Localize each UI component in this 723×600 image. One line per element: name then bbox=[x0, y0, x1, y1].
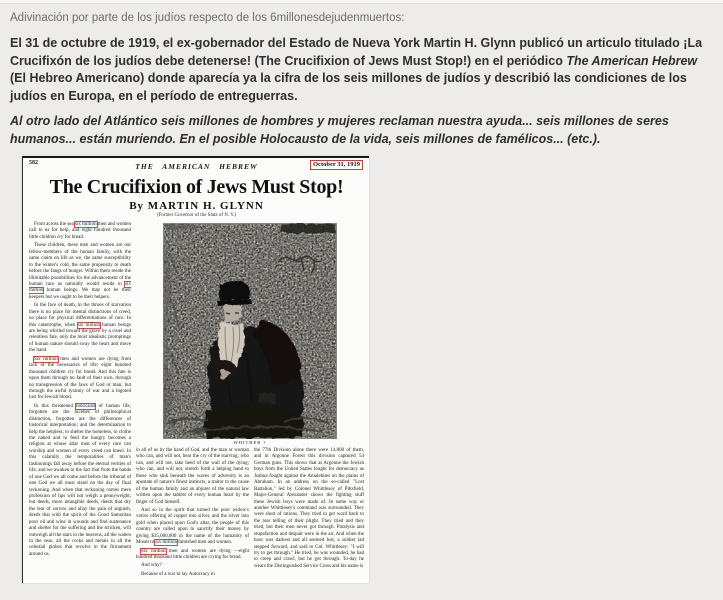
newspaper-text-segment: Because of a war to lay Autocracy in bbox=[141, 571, 215, 577]
intro-line: Adivinación por parte de los judíos respecto de los 6millonesdejudenmuertos: bbox=[10, 12, 405, 24]
newspaper-date-annotation-box: October 31, 1919 bbox=[310, 160, 363, 170]
paragraph-text-2: (El Hebreo Americano) donde aparecía ya la cifra de los seis millones de judíos y describió las condiciones de los judíos en Europa, en el período de entreguerras. bbox=[10, 71, 687, 103]
newspaper-text-segment: These children, these men and women are our fellow-members of the human family, with the same claim on life as we, the same susceptibility to the winter's cold, the same propensity to death before the fangs of hunger. Within them reside the illimitable possibilities for the advancement of the human race as naturally would reside in bbox=[29, 243, 131, 287]
forum-post bbox=[0, 4, 723, 583]
red-annotation-box: six million bbox=[75, 222, 97, 227]
newspaper-scan bbox=[22, 156, 369, 583]
newspaper-paragraph bbox=[29, 243, 131, 301]
newspaper-masthead: THE AMERICAN HEBREW bbox=[135, 162, 258, 171]
newspaper-lower-columns bbox=[136, 448, 364, 580]
newspaper-paragraph bbox=[29, 222, 131, 241]
newspaper-text-segment: men and women are dying from lack of the necessaries of life; eight hundred thousand children cry for bread. And this fate is upon them through no fault of their own, through no transgression of the laws of God or man; but through the awful tyranny of war and a bigoted lust for Jewish blood. bbox=[29, 356, 131, 401]
paragraph-quote-italic: Al otro lado del Atlántico seis millones de hombres y mujeres reclaman nuestra ayuda... seis millones de seres humanos... están muriendo. En el posible Holocausto de la vida, seis millones de famélicos... (etc.). bbox=[10, 114, 669, 146]
newspaper-text-segment: And why? bbox=[141, 563, 162, 569]
newspaper-paragraph bbox=[29, 357, 131, 402]
newspaper-paragraph bbox=[136, 448, 249, 506]
newspaper-paragraph bbox=[136, 572, 249, 578]
newspaper-paragraph bbox=[254, 448, 364, 570]
newspaper-paragraph bbox=[29, 404, 131, 559]
newspaper-masthead-row bbox=[29, 159, 364, 173]
newspaper-page-number: 582 bbox=[29, 160, 38, 166]
newspaper-paragraph bbox=[136, 563, 249, 569]
newspaper-text-segment: the 77th Division alone there were 14,000 of them, and in Argonne Forest this division captured 54 German guns. This shows that at Argonne the Jewish boys from the United States fought for democracy as Joshua fought against the Amalekites on the plains of Abraham. In an address on the so-called "Lost Battalion," led by Colonel Whittlesey of Pittsfield, Major-General Alexander shows the fighting stuff these Jewish boys were made of. In some way or another Whittlesey's command was surrounded. They were short of rations. They tried to get word back to the rear telling of their plight. They tried and they tried, but their men never got through. Paralysis and stupefaction and despair were in the air. And when the hour was darkest and all seemed lost, a soldier lad stepped forward, and said to Col. Whittlesey: "I will try to get through." He tried, he was wounded, he had to creep and crawl, but he got through. To-day he wears the Distinguished Service Cross and his name is bbox=[254, 448, 364, 569]
paragraph-text-1: El 31 de octubre de 1919, el ex-gobernador del Estado de Nueva York Martin H. Glynn publicó un articulo titulado ¡La Crucifixón de los judíos debe detenerse! (The Crucifixion of Jews Must Stop!) en el periódico bbox=[10, 36, 703, 68]
newspaper-text-segment: men and women are dying —eight hundred thousand little children are crying for bread. bbox=[136, 548, 249, 560]
newspaper-paragraph bbox=[136, 508, 249, 547]
red-annotation-box: six million bbox=[29, 281, 131, 294]
newspaper-body bbox=[29, 222, 364, 580]
newspaper-column-right bbox=[254, 448, 364, 580]
red-annotation-box: six million bbox=[155, 540, 177, 546]
paper-name-italic: The American Hebrew bbox=[566, 53, 698, 68]
newspaper-headline: The Crucifixion of Jews Must Stop! bbox=[49, 176, 344, 198]
paragraph-article-description bbox=[10, 35, 710, 105]
red-annotation-box: Six million bbox=[34, 356, 58, 362]
newspaper-text-segment: And so in the spirit that turned the poor widow's votive offering of copper into silver, and the silver into gold when placed upon God's altar, the people of this country are called upon to sanctify their money by giving $35,000,000 in the name of the humanity of Moses to bbox=[136, 507, 249, 546]
newspaper-byline: By MARTIN H. GLYNN bbox=[129, 200, 264, 212]
newspaper-paragraph bbox=[136, 549, 249, 562]
newspaper-paragraph bbox=[29, 303, 131, 355]
newspaper-text-segment: famished men and women. bbox=[176, 540, 233, 546]
newspaper-text-segment: of human life, forgotten are the niceties of philosophical distinction, forgotten are the differences of historical interpretation; and the determination to help the helpless, to shelter the homeless, to clothe the naked and to feed the hungry becomes a religion at whose altar men of every race can worship and women of every creed can kneel. In this calamity the temporalities of man's fashionings fall away before the eternal verities of life, and we awaken to the fact that from the hands of one God we all come and before the tribunal of one God we all must stand on the day of final reckoning. And when that reckoning comes mere profession of lips will not weigh a pennyweight; but deeds, more intangible deeds, deeds that dry the tear of sorrow and allay the pain of anguish, deeds that with the spirit of the Good Samaritan pour oil and wine in wounds and find sustenance and shelter for the suffering and the stricken, will outweigh all the stars in the heavens, all the waters in the seas, all the rocks and metals in all the celestial globes that revolve in the firmament around us. bbox=[29, 403, 131, 557]
red-annotation-box: holocaust bbox=[76, 403, 96, 409]
newspaper-byline-note: (Former Governor of the State of N. Y.) bbox=[156, 213, 237, 218]
old-man-etching-photo bbox=[163, 223, 337, 439]
newspaper-text-segment: In the face of death, in the throes of starvation there is no place for mental distinctions of creed, no place for physical differentiations of race. In this catastrophe, when bbox=[29, 303, 131, 328]
newspaper-text-segment: human beings. We may not be their keepers but we ought to be their helpers. bbox=[29, 288, 131, 300]
red-annotation-box: Six million bbox=[141, 548, 166, 554]
red-annotation-box: six million bbox=[77, 322, 101, 328]
newspaper-column-left bbox=[29, 222, 131, 580]
newspaper-column-middle bbox=[136, 448, 249, 580]
newspaper-text-segment: From across the sea bbox=[34, 222, 75, 227]
newspaper-text-segment: men and women call to us for help, and eight hundred thousand little children cry for bread. bbox=[29, 222, 132, 240]
newspaper-right-area bbox=[136, 222, 364, 580]
newspaper-text-segment: in all of us by the hand of God, and the man or woman who can, and will not, hear the cry of the starving; who can, and will not, take heed of the wail of the dying; who can, and will not, stretch forth a helping hand to those who sink beneath the waves of adversity is an apostate of nature's finest instincts, a traitor to the cause of the human family and an abjurer of the natural law written upon the tablets of every human heart by the finger of God himself. bbox=[136, 448, 249, 505]
newspaper-text-segment: human beings are being whirled toward the grave by a cruel and relentless fate, only the most idealistic promptings of human nature should sway the heart and move the hand. bbox=[29, 322, 132, 354]
photo-caption: WHITHER ? bbox=[233, 440, 267, 445]
newspaper-text-segment: In this threatened bbox=[34, 403, 77, 409]
